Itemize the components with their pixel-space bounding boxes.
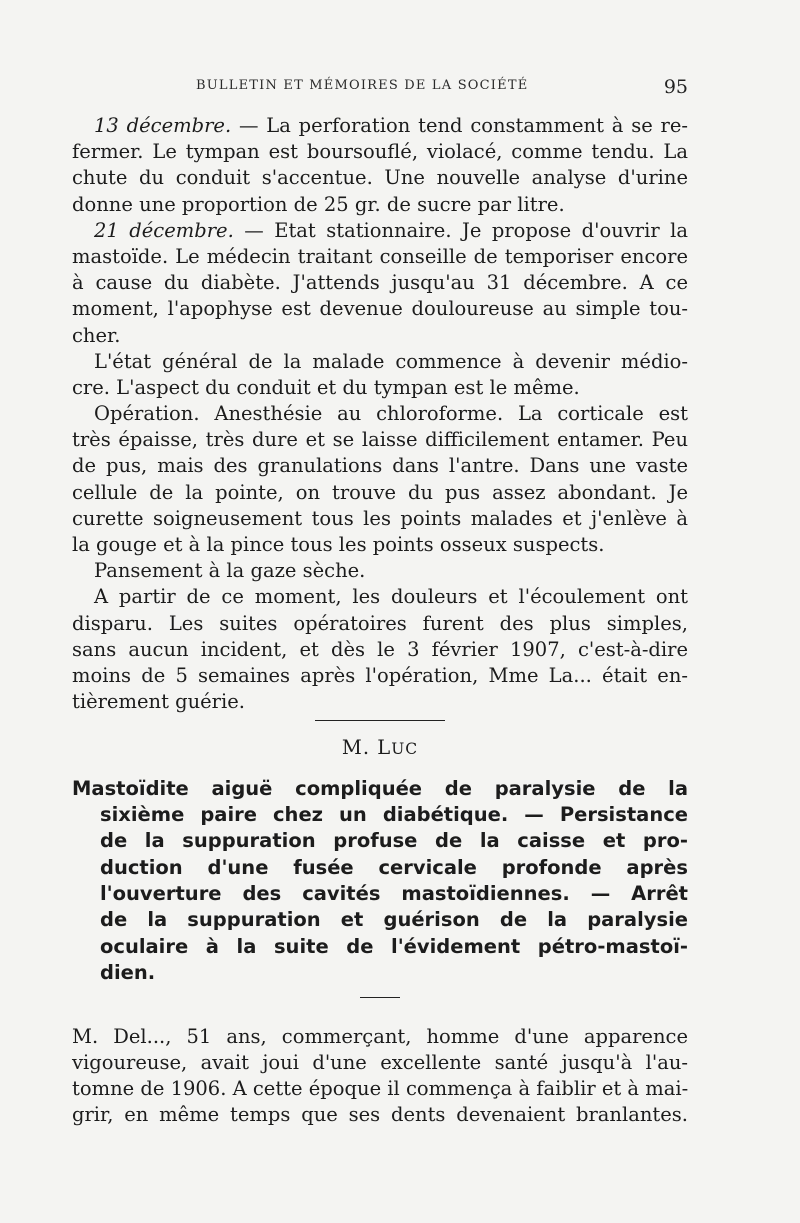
title-line: l'ouverture des cavités mastoïdiennes. — Arrêt	[100, 882, 688, 906]
text-line: Pansement à la gaze sèche.	[94, 559, 366, 583]
text-line: cellule de la pointe, on trouve du pus assez abondant. Je	[72, 480, 688, 504]
text-line: moins de 5 semaines après l'opération, Mme La... était en-	[72, 663, 688, 687]
author-prefix: M. L	[341, 736, 392, 760]
title-line: de la suppuration et guérison de la paralysie	[100, 908, 688, 932]
text-line: cre. L'aspect du conduit et du tympan est le même.	[72, 375, 580, 399]
text-line: donne une proportion de 25 gr. de sucre par litre.	[72, 192, 565, 216]
text-line: moment, l'apophyse est devenue douloureuse au simple tou-	[72, 297, 688, 321]
paragraph-21-decembre	[72, 218, 688, 349]
title-line: sixième paire chez un diabétique. — Persistance	[100, 802, 688, 826]
article-title	[72, 776, 688, 987]
title-line: dien.	[100, 961, 156, 985]
paragraph-pansement	[72, 558, 688, 584]
text-line: cher.	[72, 323, 121, 347]
text-line: tomne de 1906. A cette époque il commença à faiblir et à mai-	[72, 1077, 689, 1100]
title-line: de la suppuration profuse de la caisse et pro-	[100, 829, 688, 853]
title-line: oculaire à la suite de l'évidement pétro-mastoï-	[100, 934, 688, 958]
paragraph-13-decembre	[72, 113, 688, 218]
text-line: fermer. Le tympan est boursouflé, violacé, comme tendu. La	[72, 140, 688, 164]
text-line: Opération. Anesthésie au chloroforme. La corticale est	[94, 402, 688, 426]
text-line: mastoïde. Le médecin traitant conseille de temporiser encore	[72, 244, 688, 268]
paragraph-suites	[72, 584, 688, 715]
text-line: vigoureuse, avait joui d'une excellente santé jusqu'à l'au-	[72, 1050, 688, 1074]
text-line: disparu. Les suites opératoires furent des plus simples,	[72, 611, 688, 635]
date-label: 21 décembre.	[94, 218, 234, 242]
short-divider	[360, 997, 400, 998]
date-label: 13 décembre.	[94, 114, 232, 137]
title-line: duction d'une fusée cervicale profonde après	[100, 855, 688, 879]
text-line: curette soigneusement tous les points malades et j'enlève à	[72, 506, 688, 530]
text-line: très épaisse, très dure et se laisse difficilement entamer. Peu	[72, 428, 688, 452]
paragraph-case	[72, 1024, 688, 1129]
body-text	[72, 113, 688, 1128]
author-smallcaps: UC	[391, 740, 419, 759]
text-span: — Etat stationnaire. Je propose d'ouvrir la	[233, 218, 688, 242]
paragraph-etat-general	[72, 349, 688, 401]
running-title: BULLETIN ET MÉMOIRES DE LA SOCIÉTÉ	[196, 78, 529, 93]
section-divider	[315, 720, 445, 721]
text-line: de pus, mais des granulations dans l'antre. Dans une vaste	[72, 454, 688, 478]
text-line: la gouge et à la pince tous les points osseux suspects.	[72, 533, 605, 556]
author-name	[72, 735, 688, 761]
page-header	[72, 76, 688, 98]
paragraph-operation	[72, 401, 688, 558]
text-line: A partir de ce moment, les douleurs et l'écoulement ont	[94, 585, 688, 609]
text-line: tièrement guérie.	[72, 690, 245, 714]
page-number: 95	[663, 76, 688, 98]
text-line: à cause du diabète. J'attends jusqu'au 31 décembre. A ce	[72, 271, 688, 295]
text-line: chute du conduit s'accentue. Une nouvelle analyse d'urine	[72, 166, 688, 190]
text-line: grir, en même temps que ses dents devenaient branlantes.	[72, 1103, 688, 1127]
text-line: sans aucun incident, et dès le 3 février 1907, c'est-à-dire	[72, 637, 688, 661]
text-line	[72, 218, 688, 244]
text-line: M. Del..., 51 ans, commerçant, homme d'une apparence	[72, 1024, 688, 1048]
text-span: — La perforation tend constamment à se re-	[231, 114, 689, 137]
text-line: L'état général de la malade commence à devenir médio-	[94, 349, 688, 373]
title-line: Mastoïdite aiguë compliquée de paralysie de la	[72, 776, 688, 800]
text-line	[72, 113, 688, 139]
